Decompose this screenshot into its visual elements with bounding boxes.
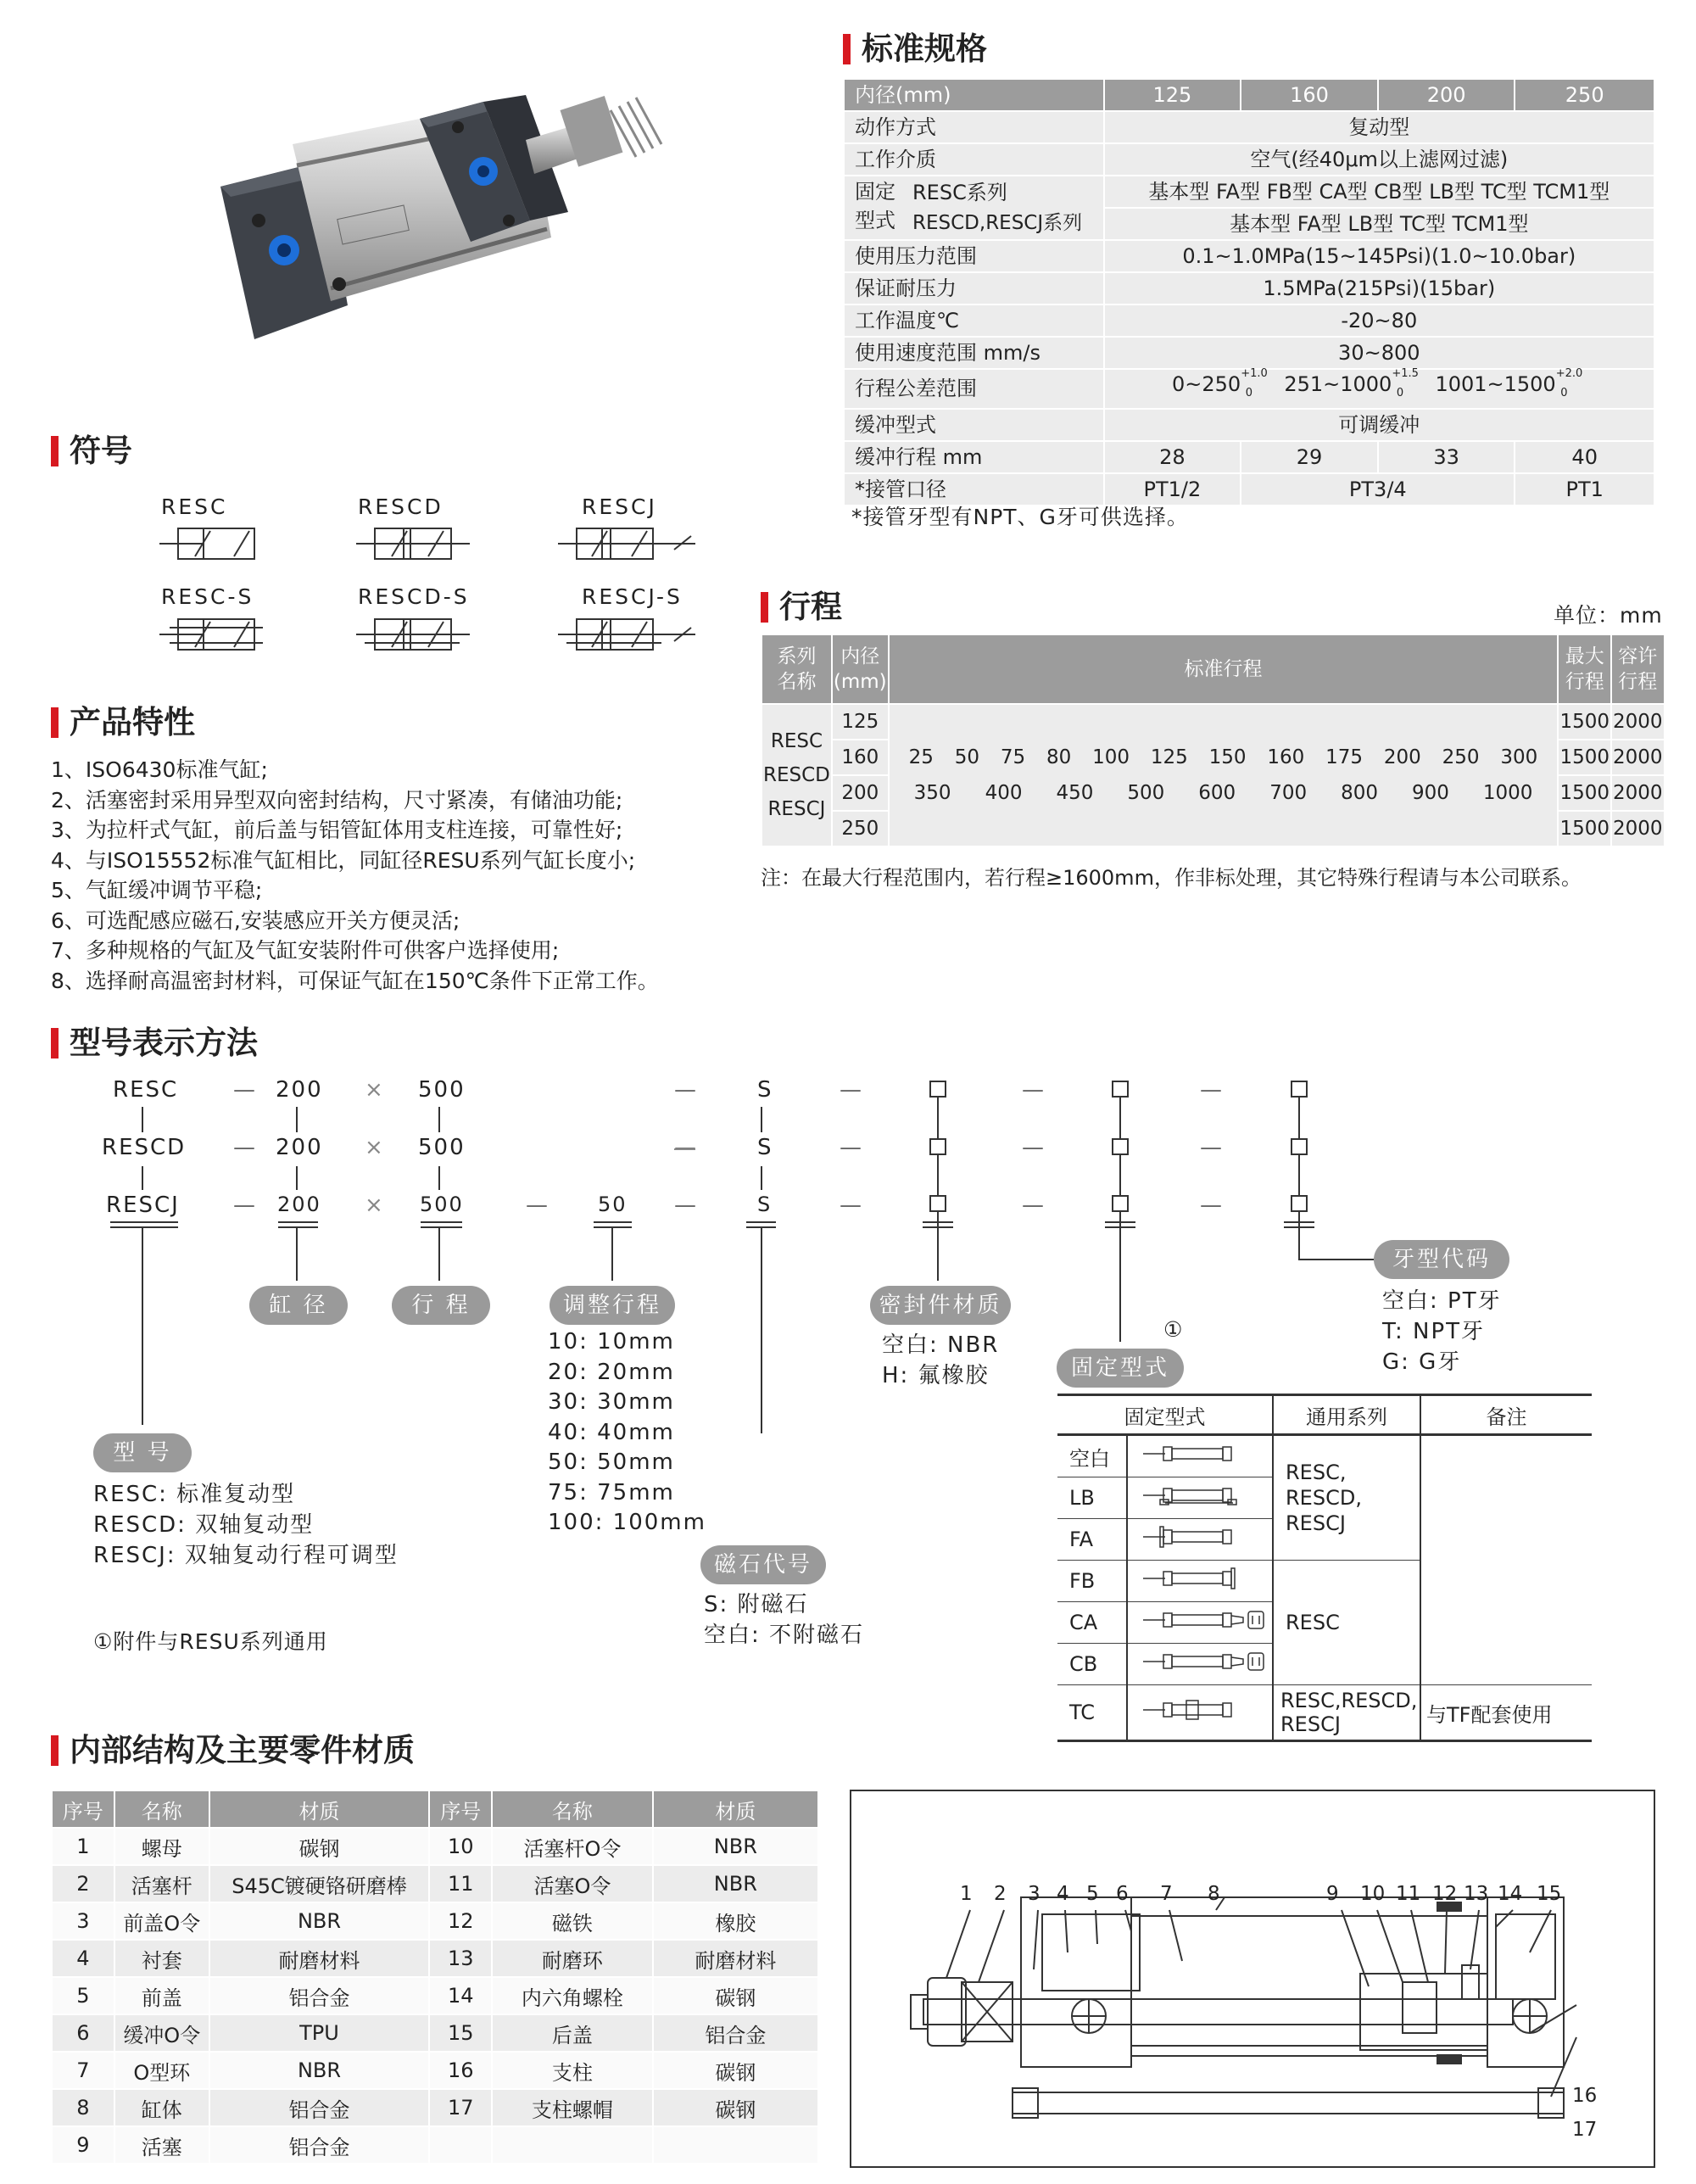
stroke-max: 1500 bbox=[1558, 740, 1611, 775]
mount-drawing bbox=[1127, 1644, 1273, 1685]
pill-adjust: 调整行程 bbox=[550, 1286, 675, 1325]
parts-cell: NBR bbox=[653, 1828, 818, 1865]
std-stroke-value: 80 bbox=[1046, 746, 1072, 768]
spec-note: *接管牙型有NPT、G牙可供选择。 bbox=[851, 505, 1189, 529]
model-dash: — bbox=[233, 1077, 257, 1103]
parts-cell: 11 bbox=[429, 1865, 492, 1902]
mount-header-remark: 备注 bbox=[1420, 1395, 1592, 1435]
parts-cell: 1 bbox=[52, 1828, 114, 1865]
model-dash: — bbox=[1022, 1193, 1046, 1218]
spec-mount-label: 固定型式 bbox=[855, 180, 895, 232]
callout-number: 12 bbox=[1432, 1883, 1458, 1905]
adjust-list bbox=[548, 1327, 706, 1539]
stroke-allow: 2000 bbox=[1611, 775, 1665, 811]
parts-cell: 内六角螺栓 bbox=[492, 1977, 653, 2014]
std-stroke-value: 25 bbox=[908, 746, 934, 768]
parts-cell: 衬套 bbox=[114, 1940, 209, 1977]
parts-cell: 16 bbox=[429, 2052, 492, 2089]
parts-header-cell: 材质 bbox=[653, 1790, 818, 1828]
parts-table bbox=[51, 1790, 819, 2164]
magnet-list bbox=[704, 1589, 864, 1651]
spec-value: PT1 bbox=[1515, 473, 1654, 506]
spec-header-bore: 内径(mm) bbox=[844, 79, 1104, 111]
mount-style-icon bbox=[1140, 1607, 1267, 1633]
parts-cell: 12 bbox=[429, 1902, 492, 1940]
feature-item: 1、ISO6430标准气缸; bbox=[51, 757, 268, 782]
parts-cell bbox=[429, 2126, 492, 2164]
type-item: RESCJ: 双轴复动行程可调型 bbox=[93, 1543, 399, 1568]
parts-cell: 碳钢 bbox=[653, 2052, 818, 2089]
parts-row bbox=[52, 1865, 818, 1902]
parts-cell: 碳钢 bbox=[209, 1828, 430, 1865]
parts-cell: 铝合金 bbox=[653, 2014, 818, 2052]
stroke-max: 1500 bbox=[1558, 811, 1611, 846]
parts-cell: 磁铁 bbox=[492, 1902, 653, 1940]
std-stroke-value: 150 bbox=[1208, 746, 1247, 768]
parts-cell: 缓冲O令 bbox=[114, 2014, 209, 2052]
parts-row bbox=[52, 2052, 818, 2089]
feature-item: 5、气缸缓冲调节平稳; bbox=[51, 878, 263, 902]
model-dash: — bbox=[526, 1193, 550, 1218]
parts-cell: 6 bbox=[52, 2014, 114, 2052]
mount-type: FB bbox=[1057, 1561, 1127, 1602]
symbol-label-resc: RESC bbox=[161, 494, 228, 519]
mount-remark-empty bbox=[1420, 1435, 1592, 1685]
spec-table bbox=[843, 78, 1655, 506]
spec-value: 1.5MPa(215Psi)(15bar) bbox=[1104, 272, 1654, 304]
parts-header-cell: 序号 bbox=[52, 1790, 114, 1828]
model-dash: — bbox=[840, 1193, 863, 1218]
model-dash: — bbox=[1022, 1077, 1046, 1103]
parts-cell: 15 bbox=[429, 2014, 492, 2052]
spec-value: 可调缓冲 bbox=[1104, 409, 1654, 441]
magnet-item: S: 附磁石 bbox=[704, 1592, 809, 1617]
model-dash: — bbox=[233, 1193, 257, 1218]
model-times: × bbox=[365, 1135, 385, 1160]
adjust-item: 50: 50mm bbox=[548, 1449, 675, 1475]
parts-header-cell: 材质 bbox=[209, 1790, 430, 1828]
std-stroke-value: 175 bbox=[1325, 746, 1364, 768]
seal-list bbox=[882, 1330, 999, 1391]
parts-cell: 活塞 bbox=[114, 2126, 209, 2164]
pill-magnet: 磁石代号 bbox=[700, 1545, 826, 1584]
parts-cell: 碳钢 bbox=[653, 1977, 818, 2014]
spec-label: 行程公差范围 bbox=[844, 369, 1104, 409]
stroke-series: RESC bbox=[770, 730, 823, 752]
parts-row bbox=[52, 2014, 818, 2052]
parts-cell: 耐磨材料 bbox=[653, 1940, 818, 1977]
mount-header-type: 固定型式 bbox=[1057, 1395, 1273, 1435]
stroke-allow: 2000 bbox=[1611, 704, 1665, 740]
callout-number: 7 bbox=[1160, 1883, 1173, 1905]
parts-row bbox=[52, 2089, 818, 2126]
std-stroke-value: 500 bbox=[1127, 782, 1165, 804]
model-dash: — bbox=[1200, 1077, 1224, 1103]
std-stroke-value: 50 bbox=[954, 746, 980, 768]
parts-cell: 活塞O令 bbox=[492, 1865, 653, 1902]
mount-style-icon bbox=[1140, 1697, 1267, 1723]
parts-cell: 支柱螺帽 bbox=[492, 2089, 653, 2126]
pill-stroke: 行 程 bbox=[392, 1286, 490, 1325]
stroke-header-max: 最大 行程 bbox=[1558, 634, 1611, 704]
mount-type: FA bbox=[1057, 1519, 1127, 1561]
parts-cell: TPU bbox=[209, 2014, 430, 2052]
spec-label: 使用压力范围 bbox=[844, 240, 1104, 272]
mount-series: RESC, RESCD, RESCJ bbox=[1273, 1435, 1420, 1561]
model-times: × bbox=[365, 1193, 385, 1218]
symbol-label-rescj: RESCJ bbox=[582, 494, 657, 519]
spec-header-200: 200 bbox=[1378, 79, 1515, 111]
spec-label: 保证耐压力 bbox=[844, 272, 1104, 304]
std-stroke-value: 700 bbox=[1269, 782, 1308, 804]
parts-cell: 支柱 bbox=[492, 2052, 653, 2089]
spec-label: 缓冲行程 mm bbox=[844, 441, 1104, 473]
stroke-series: RESCJ bbox=[767, 798, 826, 820]
parts-cell: 前盖O令 bbox=[114, 1902, 209, 1940]
spec-label: 使用速度范围 mm/s bbox=[844, 337, 1104, 369]
pill-thread: 牙型代码 bbox=[1374, 1240, 1509, 1279]
callout-number: 1 bbox=[960, 1883, 973, 1905]
adjust-item: 10: 10mm bbox=[548, 1329, 675, 1355]
parts-cell: 碳钢 bbox=[653, 2089, 818, 2126]
parts-cell: 10 bbox=[429, 1828, 492, 1865]
spec-value: 30~800 bbox=[1104, 337, 1654, 369]
model-times: × bbox=[365, 1077, 385, 1103]
spec-header-160: 160 bbox=[1241, 79, 1378, 111]
model-dash: — bbox=[1022, 1135, 1046, 1160]
callout-number: 5 bbox=[1086, 1883, 1099, 1905]
spec-label: 工作温度℃ bbox=[844, 304, 1104, 337]
pill-seal: 密封件材质 bbox=[870, 1286, 1011, 1325]
parts-cell: 13 bbox=[429, 1940, 492, 1977]
feature-item: 3、为拉杆式气缸，前后盖与铝管缸体用支柱连接，可靠性好; bbox=[51, 818, 623, 842]
model-r3-adjust: 50 bbox=[598, 1193, 628, 1216]
thread-item: 空白: PT牙 bbox=[1382, 1288, 1502, 1314]
callout-number: 3 bbox=[1028, 1883, 1040, 1905]
model-r3-stroke: 500 bbox=[420, 1193, 464, 1216]
symbol-title: 符号 bbox=[51, 433, 132, 470]
mount-drawing bbox=[1127, 1477, 1273, 1519]
model-footnote: ①附件与RESU系列通用 bbox=[93, 1629, 328, 1654]
std-stroke-value: 1000 bbox=[1482, 782, 1533, 804]
spec-mount-series1: RESC系列 bbox=[912, 181, 1007, 204]
mount-type: CA bbox=[1057, 1602, 1127, 1644]
parts-cell: 8 bbox=[52, 2089, 114, 2126]
std-stroke-value: 900 bbox=[1412, 782, 1449, 804]
mount-drawing bbox=[1127, 1685, 1273, 1741]
spec-value: 基本型 FA型 LB型 TC型 TCM1型 bbox=[1104, 208, 1654, 240]
std-stroke-value: 450 bbox=[1056, 782, 1094, 804]
type-item: RESCD: 双轴复动型 bbox=[93, 1512, 315, 1538]
model-dash: — bbox=[674, 1077, 698, 1103]
parts-cell: 2 bbox=[52, 1865, 114, 1902]
parts-cell: 5 bbox=[52, 1977, 114, 2014]
model-title: 型号表示方法 bbox=[51, 1025, 258, 1062]
magnet-item: 空白: 不附磁石 bbox=[704, 1623, 865, 1648]
model-r2-series: RESCD bbox=[102, 1135, 187, 1160]
stroke-bore: 250 bbox=[832, 811, 889, 846]
model-dash: — bbox=[840, 1077, 863, 1103]
parts-cell: 耐磨环 bbox=[492, 1940, 653, 1977]
parts-cell: 17 bbox=[429, 2089, 492, 2126]
spec-label: 工作介质 bbox=[844, 143, 1104, 176]
stroke-max: 1500 bbox=[1558, 704, 1611, 740]
spec-value: 空气(经40μm以上滤网过滤) bbox=[1104, 143, 1654, 176]
stroke-bore: 200 bbox=[832, 775, 889, 811]
thread-item: G: G牙 bbox=[1382, 1349, 1462, 1375]
parts-cell: 3 bbox=[52, 1902, 114, 1940]
callout-number: 4 bbox=[1057, 1883, 1069, 1905]
std-stroke-value: 300 bbox=[1500, 746, 1538, 768]
std-stroke-value: 350 bbox=[913, 782, 951, 804]
stroke-series-cell bbox=[762, 704, 832, 846]
spec-label: 缓冲型式 bbox=[844, 409, 1104, 441]
feature-item: 2、活塞密封采用异型双向密封结构，尺寸紧凑，有储油功能; bbox=[51, 787, 623, 813]
model-r2-bore: 200 bbox=[276, 1135, 323, 1160]
spec-header-250: 250 bbox=[1515, 79, 1654, 111]
parts-cell: 9 bbox=[52, 2126, 114, 2164]
parts-cell bbox=[653, 2126, 818, 2164]
model-r1-stroke: 500 bbox=[418, 1077, 466, 1103]
spec-mount-series2: RESCD,RESCJ系列 bbox=[912, 212, 1083, 234]
mount-drawing bbox=[1127, 1519, 1273, 1561]
parts-cell: 后盖 bbox=[492, 2014, 653, 2052]
model-dash: — bbox=[1200, 1135, 1224, 1160]
spec-value: 基本型 FA型 FB型 CA型 CB型 LB型 TC型 TCM1型 bbox=[1104, 176, 1654, 208]
spec-label: 动作方式 bbox=[844, 111, 1104, 143]
parts-cell bbox=[492, 2126, 653, 2164]
spec-value: PT3/4 bbox=[1241, 473, 1515, 506]
callout-number: 15 bbox=[1537, 1883, 1562, 1905]
model-dash: — bbox=[840, 1135, 863, 1160]
cylinder-photo bbox=[212, 93, 704, 356]
std-stroke-value: 160 bbox=[1267, 746, 1305, 768]
spec-value: 28 bbox=[1104, 441, 1241, 473]
model-r3-bore: 200 bbox=[277, 1193, 321, 1216]
spec-value: 33 bbox=[1378, 441, 1515, 473]
spec-value: 29 bbox=[1241, 441, 1378, 473]
parts-title: 内部结构及主要零件材质 bbox=[51, 1732, 415, 1769]
mount-style-icon bbox=[1140, 1441, 1267, 1466]
stroke-std-row bbox=[890, 740, 1557, 775]
stroke-allow: 2000 bbox=[1611, 740, 1665, 775]
parts-header-cell: 名称 bbox=[114, 1790, 209, 1828]
mount-header-series: 通用系列 bbox=[1273, 1395, 1420, 1435]
stroke-std-cell bbox=[889, 704, 1559, 846]
model-r1-series: RESC bbox=[113, 1077, 179, 1103]
model-dash: — bbox=[1200, 1193, 1224, 1218]
stroke-series: RESCD bbox=[763, 764, 830, 786]
seal-item: 空白: NBR bbox=[882, 1332, 1000, 1358]
spec-label: *接管口径 bbox=[844, 473, 1104, 506]
callout-number: 6 bbox=[1116, 1883, 1129, 1905]
model-dash: — bbox=[674, 1193, 698, 1218]
spec-tolerance: $0\sim 250^{+1.0}_0$ $251\sim 1000^{+1.5}_0$ $1001\sim 1500^{+2.0}_0$ bbox=[1104, 369, 1654, 409]
features-list bbox=[51, 755, 659, 996]
parts-cell: 14 bbox=[429, 1977, 492, 2014]
adjust-item: 75: 75mm bbox=[548, 1479, 675, 1505]
model-r1-bore: 200 bbox=[276, 1077, 323, 1103]
parts-cell: S45C镀硬铬研磨棒 bbox=[209, 1865, 430, 1902]
model-r3-series: RESCJ bbox=[106, 1193, 180, 1218]
stroke-unit: 单位：mm bbox=[1554, 603, 1663, 628]
adjust-item: 40: 40mm bbox=[548, 1419, 675, 1445]
parts-cell: 活塞杆O令 bbox=[492, 1828, 653, 1865]
parts-row bbox=[52, 2126, 818, 2164]
thread-list bbox=[1382, 1286, 1502, 1377]
parts-cell: 7 bbox=[52, 2052, 114, 2089]
mount-drawing bbox=[1127, 1561, 1273, 1602]
mount-style-icon bbox=[1140, 1524, 1267, 1550]
parts-row bbox=[52, 1828, 818, 1865]
symbol-label-rescd-s: RESCD-S bbox=[358, 584, 470, 609]
parts-cell: 耐磨材料 bbox=[209, 1940, 430, 1977]
std-stroke-value: 75 bbox=[1000, 746, 1026, 768]
spec-mount-cell bbox=[844, 176, 1104, 240]
pneumatic-symbols bbox=[153, 524, 704, 660]
mount-style-icon bbox=[1140, 1649, 1267, 1674]
structure-callouts bbox=[851, 1791, 1654, 2166]
model-dash: — bbox=[674, 1135, 698, 1160]
callout-number: 11 bbox=[1396, 1883, 1421, 1905]
mount-table bbox=[1057, 1394, 1592, 1742]
parts-cell: 螺母 bbox=[114, 1828, 209, 1865]
parts-cell: 活塞杆 bbox=[114, 1865, 209, 1902]
mount-style-icon bbox=[1140, 1566, 1267, 1591]
stroke-allow: 2000 bbox=[1611, 811, 1665, 846]
spec-value: -20~80 bbox=[1104, 304, 1654, 337]
mount-style-icon bbox=[1140, 1483, 1267, 1508]
stroke-header-allow: 容许 行程 bbox=[1611, 634, 1665, 704]
parts-cell: 前盖 bbox=[114, 1977, 209, 2014]
model-r3-magnet: S bbox=[757, 1193, 773, 1216]
pill-type: 型 号 bbox=[93, 1433, 192, 1472]
parts-cell: O型环 bbox=[114, 2052, 209, 2089]
parts-cell: NBR bbox=[653, 1865, 818, 1902]
mount-series: RESC,RESCD, RESCJ bbox=[1273, 1685, 1420, 1741]
stroke-header-std: 标准行程 bbox=[889, 634, 1559, 704]
std-stroke-value: 200 bbox=[1383, 746, 1421, 768]
mount-drawing bbox=[1127, 1435, 1273, 1477]
pill-mount: 固定型式 bbox=[1057, 1349, 1184, 1388]
adjust-item: 20: 20mm bbox=[548, 1359, 675, 1385]
spec-header-125: 125 bbox=[1104, 79, 1241, 111]
callout-number: 17 bbox=[1572, 2119, 1598, 2141]
stroke-table bbox=[761, 634, 1665, 847]
std-stroke-value: 100 bbox=[1092, 746, 1130, 768]
parts-header-cell: 序号 bbox=[429, 1790, 492, 1828]
spec-value: 40 bbox=[1515, 441, 1654, 473]
stroke-header-series: 系列 名称 bbox=[762, 634, 832, 704]
std-stroke-value: 800 bbox=[1341, 782, 1378, 804]
model-r2-stroke: 500 bbox=[418, 1135, 466, 1160]
type-list bbox=[93, 1479, 399, 1571]
parts-cell: 铝合金 bbox=[209, 2089, 430, 2126]
adjust-item: 100: 100mm bbox=[548, 1510, 706, 1535]
callout-number: 8 bbox=[1208, 1883, 1220, 1905]
callout-number: 9 bbox=[1326, 1883, 1339, 1905]
mount-type: LB bbox=[1057, 1477, 1127, 1519]
mount-drawing bbox=[1127, 1602, 1273, 1644]
adjust-item: 30: 30mm bbox=[548, 1389, 675, 1415]
spec-value: PT1/2 bbox=[1104, 473, 1241, 506]
callout-number: 16 bbox=[1572, 2085, 1598, 2107]
callout-number: 2 bbox=[994, 1883, 1007, 1905]
mount-remark: 与TF配套使用 bbox=[1420, 1685, 1592, 1741]
callout-number: 14 bbox=[1498, 1883, 1523, 1905]
parts-row bbox=[52, 1902, 818, 1940]
parts-cell: NBR bbox=[209, 1902, 430, 1940]
std-stroke-value: 600 bbox=[1198, 782, 1236, 804]
feature-item: 7、多种规格的气缸及气缸安装附件可供客户选择使用; bbox=[51, 938, 560, 963]
parts-header-cell: 名称 bbox=[492, 1790, 653, 1828]
callout-number: 13 bbox=[1464, 1883, 1489, 1905]
features-title: 产品特性 bbox=[51, 704, 195, 741]
parts-cell: 缸体 bbox=[114, 2089, 209, 2126]
stroke-header-bore: 内径 (mm) bbox=[832, 634, 889, 704]
model-r2-magnet: S bbox=[757, 1135, 773, 1160]
type-item: RESC: 标准复动型 bbox=[93, 1482, 296, 1507]
symbol-label-rescj-s: RESCJ-S bbox=[582, 584, 683, 609]
callout-number: 10 bbox=[1360, 1883, 1386, 1905]
parts-cell: 橡胶 bbox=[653, 1902, 818, 1940]
stroke-std-row bbox=[890, 775, 1557, 811]
stroke-note: 注：在最大行程范围内，若行程≥1600mm，作非标处理，其它特殊行程请与本公司联系。 bbox=[761, 866, 1582, 890]
std-stroke-value: 250 bbox=[1442, 746, 1480, 768]
feature-item: 4、与ISO15552标准气缸相比，同缸径RESU系列气缸长度小; bbox=[51, 847, 636, 873]
symbol-label-rescd: RESCD bbox=[358, 494, 444, 519]
symbol-label-resc-s: RESC-S bbox=[161, 584, 254, 609]
seal-item: H: 氟橡胶 bbox=[882, 1363, 990, 1388]
model-dash: — bbox=[233, 1135, 257, 1160]
pill-bore: 缸 径 bbox=[249, 1286, 348, 1325]
feature-item: 6、可选配感应磁石,安装感应开关方便灵活; bbox=[51, 908, 460, 933]
mount-mark: ① bbox=[1163, 1317, 1184, 1342]
thread-item: T: NPT牙 bbox=[1382, 1319, 1486, 1344]
parts-cell: 铝合金 bbox=[209, 2126, 430, 2164]
std-stroke-value: 125 bbox=[1150, 746, 1188, 768]
parts-cell: 4 bbox=[52, 1940, 114, 1977]
spec-value: 0.1~1.0MPa(15~145Psi)(1.0~10.0bar) bbox=[1104, 240, 1654, 272]
parts-row bbox=[52, 1977, 818, 2014]
spec-value: 复动型 bbox=[1104, 111, 1654, 143]
stroke-title: 行程 bbox=[761, 589, 842, 626]
parts-row bbox=[52, 1940, 818, 1977]
mount-type: 空白 bbox=[1057, 1435, 1127, 1477]
feature-item: 8、选择耐高温密封材料，可保证气缸在150℃条件下正常工作。 bbox=[51, 968, 659, 993]
parts-cell: NBR bbox=[209, 2052, 430, 2089]
model-r1-magnet: S bbox=[757, 1077, 773, 1103]
parts-cell: 铝合金 bbox=[209, 1977, 430, 2014]
spec-title: 标准规格 bbox=[843, 31, 987, 68]
stroke-max: 1500 bbox=[1558, 775, 1611, 811]
stroke-bore: 125 bbox=[832, 704, 889, 740]
std-stroke-value: 400 bbox=[985, 782, 1023, 804]
mount-series: RESC bbox=[1273, 1561, 1420, 1685]
mount-type: CB bbox=[1057, 1644, 1127, 1685]
stroke-bore: 160 bbox=[832, 740, 889, 775]
mount-type: TC bbox=[1057, 1685, 1127, 1741]
